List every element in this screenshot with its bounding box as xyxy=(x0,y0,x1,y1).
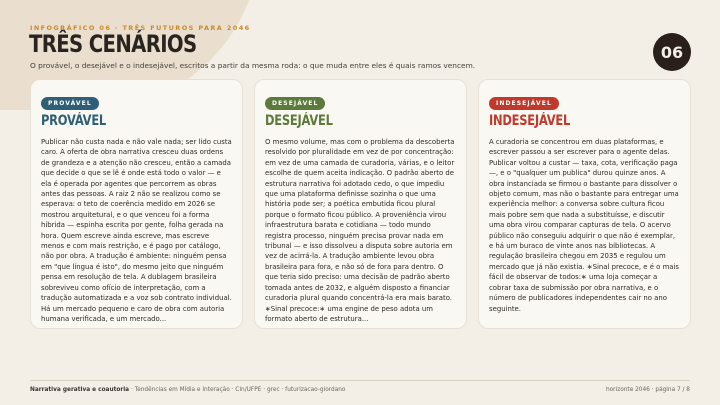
footer-credits xyxy=(30,387,345,393)
card-desejavel xyxy=(254,79,467,329)
card-title-indesejavel: INDESEJÁVEL xyxy=(489,113,571,129)
card-body-indesejavel: A curadoria se concentrou em duas plataformas, e escrever passou a ser escrever para o agente delas. Publicar voltou a custar — taxa, cota, verificação paga —, e o "qualquer um publica" durou quinze anos. A obra instanciada se firmou o bastante para dissolver o objeto comum, mas não o bastante para entregar uma experiência melhor: a conversa sobre cultura ficou mais pobre sem que nada a substituísse, e discutir uma obra virou comparar capturas de tela. O acervo público não conseguiu adquirir o que não é exemplar, e há um buraco de vinte anos nas bibliotecas. A regulação brasileira chegou em 2035 e regulou um mercado que já não existia. ∗Sinal precoce, e é o mais fácil de observar de todos:∗ uma loja começar a cobrar taxa de submissão por obra narrativa, e o número de publicadores independentes cair no ano seguinte. xyxy=(489,138,680,313)
page-number-badge: 06 xyxy=(653,33,691,71)
tag-provavel: PROVÁVEL xyxy=(41,97,99,110)
card-title-desejavel: DESEJÁVEL xyxy=(265,113,333,129)
footer-course-details: · Tendências em Mídia e Interação · CIn/UFPE · grec · futurizacao-giordano xyxy=(129,387,346,393)
card-body-desejavel: O mesmo volume, mas com o problema da descoberta resolvido por pluralidade em vez de por concentração: em vez de uma camada de curadoria, várias, e o leitor escolhe de quem aceita indicação. O padrão aberto de estrutura narrativa foi adotado cedo, o que impediu que uma plataforma definisse sozinha o que uma história pode ser; a poética embutida ficou plural porque o formato ficou público. A proveniência virou infraestrutura barata e cotidiana — todo mundo registra processo, ninguém precisa provar nada em tribunal — e isso dissolveu a disputa sobre autoria em vez de acirrá-la. A tradução ambiente levou obra brasileira para fora, e não só de fora para dentro. O que teria sido preciso: uma decisão de padrão aberto tomada antes de 2032, e alguém disposto a financiar curadoria plural quando concentrá-la era mais barato. ∗Sinal precoce:∗ uma engine de peso adota um formato aberto de estrutura... xyxy=(265,138,455,323)
card-body-provavel: Publicar não custa nada e não vale nada; ser lido custa caro. A oferta de obra narrativa cresceu duas ordens de grandeza e a atenção não cresceu, então a camada que decide o que se lê é onde está todo o valor — e ela é operada por agentes que percorrem as obras antes das pessoas. A raiz 2 não se realizou como se esperava: o teto de coerência medido em 2026 se mostrou arquitetural, e o que venceu foi a forma híbrida — espinha escrita por gente, folha gerada na hora. Quem escreve ainda escreve, mas escreve menos e com mais restrição, e é pago por catálogo, não por obra. A tradução é ambiente: ninguém pensa em "que língua é isto", do mesmo jeito que ninguém pensa em resolução de tela. A dublagem brasileira sobreviveu como ofício de interpretação, com a tradução automatizada e a voz sob contrato individual. Há um mercado pequeno e caro de obra com autoria humana verificada, e um mercado... xyxy=(41,138,232,323)
footer-page-info: horizonte 2046 · página 7 / 8 xyxy=(605,387,690,393)
kicker: INFOGRÁFICO 06 · TRÊS FUTUROS PARA 2046 xyxy=(30,24,251,32)
page-title: TRÊS CENÁRIOS xyxy=(29,30,197,58)
card-title-provavel: PROVÁVEL xyxy=(41,113,106,129)
card-provavel xyxy=(30,79,243,329)
footer-divider xyxy=(30,380,690,381)
tag-indesejavel: INDESEJÁVEL xyxy=(489,97,559,110)
tag-desejavel: DESEJÁVEL xyxy=(265,97,325,110)
card-indesejavel xyxy=(478,79,691,329)
footer-course-title: Narrativa gerativa e coautoria xyxy=(30,387,130,393)
page-subtitle: O provável, o desejável e o indesejável, escritos a partir da mesma roda: o que muda entre eles é quais ramos vencem. xyxy=(30,61,476,70)
